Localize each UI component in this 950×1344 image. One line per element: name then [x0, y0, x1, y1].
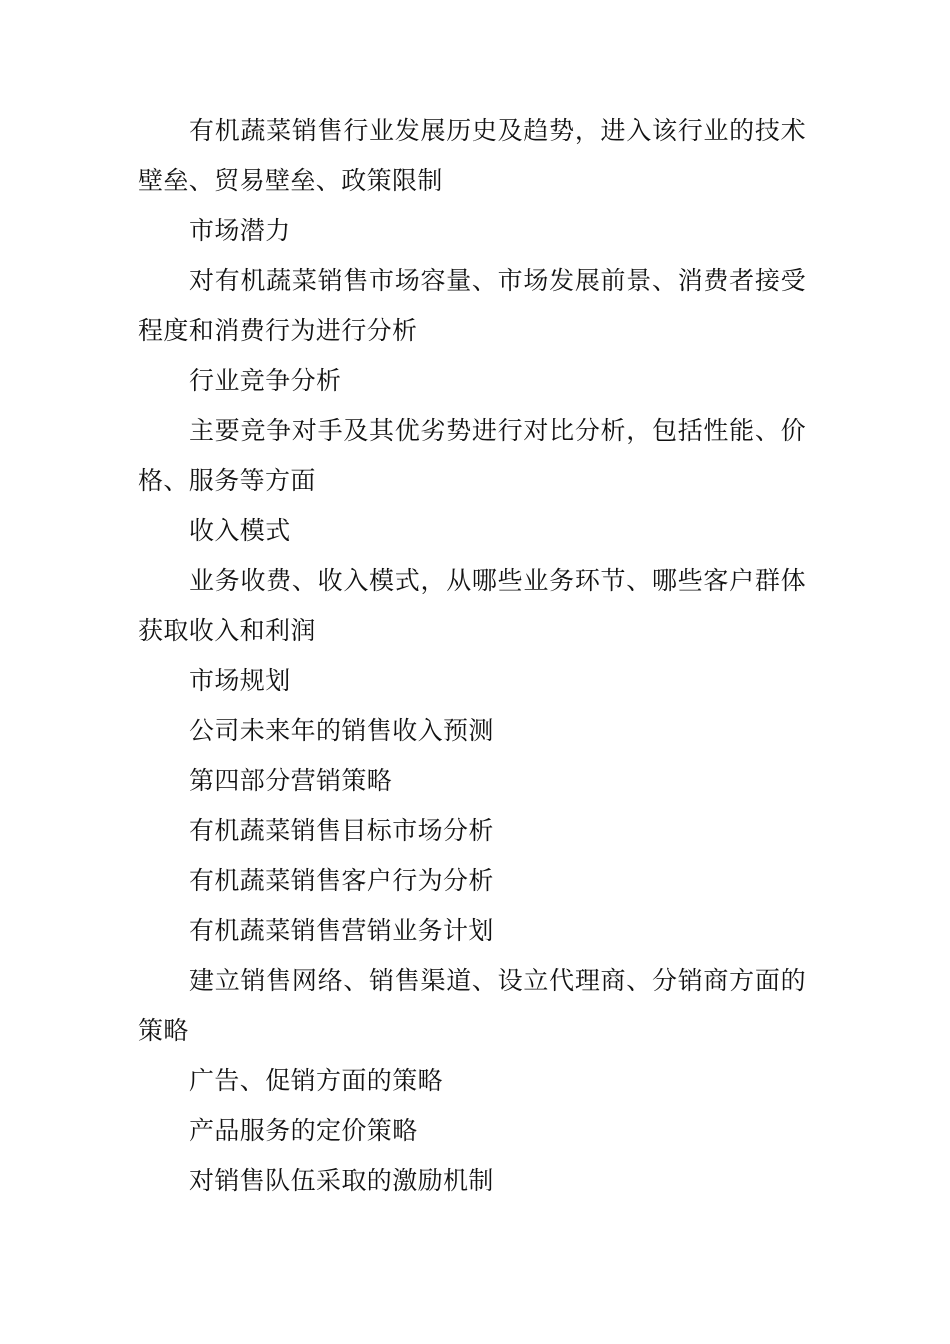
list-item: 对销售队伍采取的激励机制 [189, 1166, 494, 1195]
document-body [138, 106, 806, 1206]
section-heading: 收入模式 [189, 516, 291, 545]
paragraph: 公司未来年的销售收入预测 [189, 716, 494, 745]
section-heading: 市场规划 [189, 666, 291, 695]
list-item: 有机蔬菜销售营销业务计划 [189, 916, 494, 945]
paragraph: 对有机蔬菜销售市场容量、市场发展前景、消费者接受程度和消费行为进行分析 [138, 266, 806, 345]
paragraph: 业务收费、收入模式，从哪些业务环节、哪些客户群体获取收入和利润 [138, 566, 806, 645]
paragraph: 建立销售网络、销售渠道、设立代理商、分销商方面的策略 [138, 966, 806, 1045]
list-item: 产品服务的定价策略 [189, 1116, 418, 1145]
paragraph: 有机蔬菜销售行业发展历史及趋势，进入该行业的技术壁垒、贸易壁垒、政策限制 [138, 116, 806, 195]
section-heading: 行业竞争分析 [189, 366, 342, 395]
list-item: 有机蔬菜销售客户行为分析 [189, 866, 494, 895]
paragraph: 主要竞争对手及其优劣势进行对比分析，包括性能、价格、服务等方面 [138, 416, 806, 495]
list-item: 有机蔬菜销售目标市场分析 [189, 816, 494, 845]
part-heading: 第四部分营销策略 [189, 766, 393, 795]
section-heading: 市场潜力 [189, 216, 291, 245]
list-item: 广告、促销方面的策略 [189, 1066, 444, 1095]
